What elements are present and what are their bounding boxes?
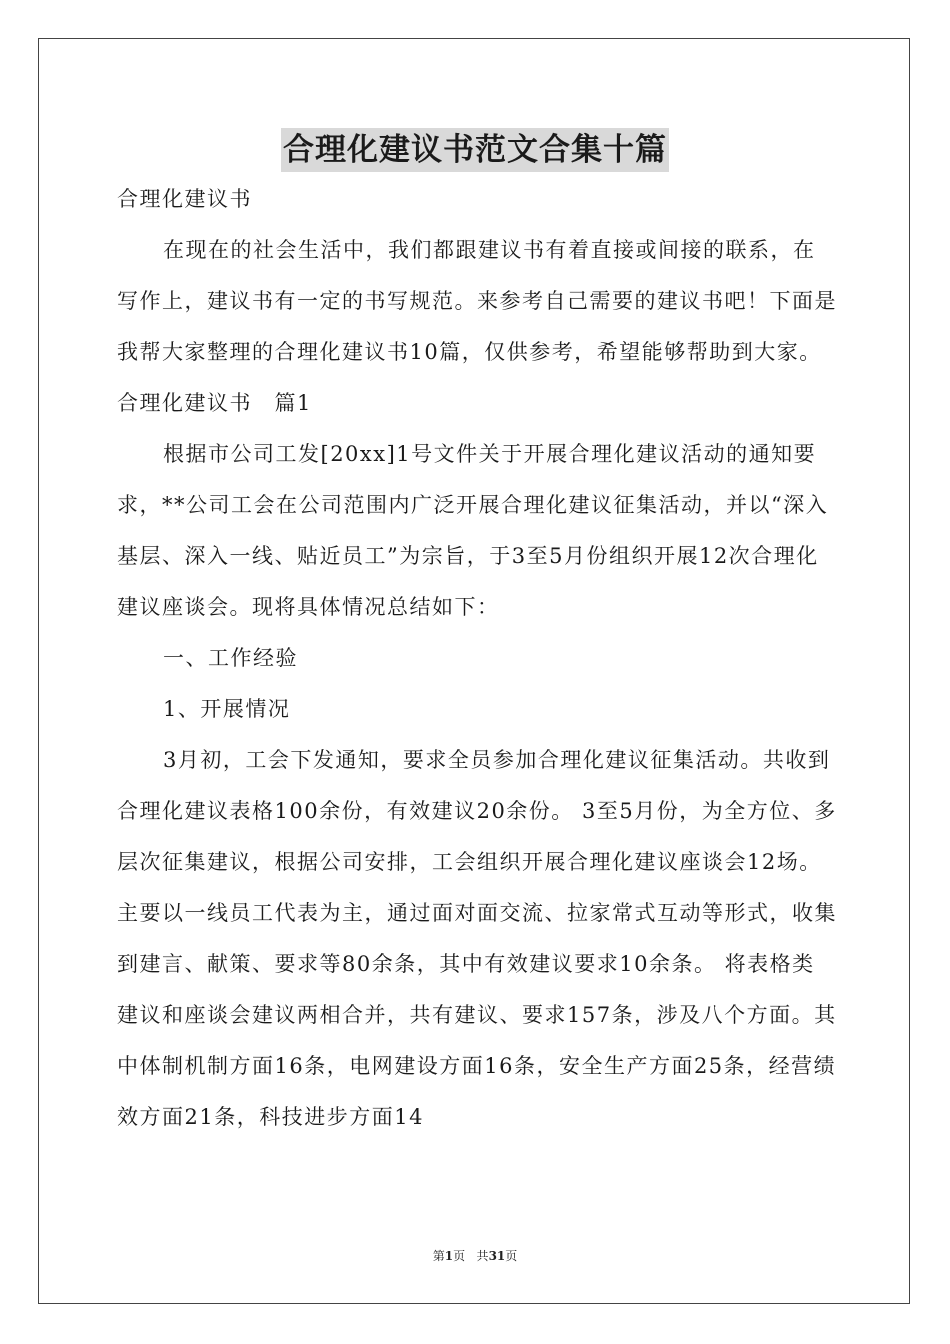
page-footer [0, 1247, 950, 1264]
title-container [0, 128, 950, 172]
body-paragraph: 根据市公司工发[20xx]1号文件关于开展合理化建议活动的通知要求，**公司工会在公司范围内广泛开展合理化建议征集活动，并以“深入基层、深入一线、贴近员工”为宗旨，于3至5月份组织开展12次合理化建议座谈会。现将具体情况总结如下： [117, 442, 829, 619]
total-prefix: 共 [476, 1249, 489, 1263]
body-paragraph: 3月初，工会下发通知，要求全员参加合理化建议征集活动。共收到合理化建议表格100余份，有效建议20余份。 3至5月份，为全方位、多层次征集建议，根据公司安排，工会组织开展合理化建议座谈会12场。主要以一线员工代表为主，通过面对面交流、拉家常式互动等形式，收集到建言、献策、要求等80余条，其中有效建议要求10余条。 将表格类建议和座谈会建议两相合并，共有建议、要求157条，涉及八个方面。其中体制机制方面16条，电网建设方面16条，安全生产方面25条，经营绩效方面21条，科技进步方面14 [117, 748, 837, 1129]
page-prefix: 第 [432, 1249, 445, 1263]
total-suffix: 页 [505, 1249, 518, 1263]
subtitle: 合理化建议书 [117, 187, 252, 211]
intro-paragraph: 在现在的社会生活中，我们都跟建议书有着直接或间接的联系，在写作上，建议书有一定的书写规范。来参考自己需要的建议书吧！下面是我帮大家整理的合理化建议书10篇，仅供参考，希望能够帮助到大家。 [117, 238, 837, 364]
document-title: 合理化建议书范文合集十篇 [281, 128, 669, 172]
section-heading: 合理化建议书 篇1 [117, 391, 312, 415]
total-pages: 31 [488, 1249, 506, 1263]
subsection-heading: 1、开展情况 [163, 697, 291, 721]
page-number: 1 [444, 1249, 454, 1263]
section-item-heading: 一、工作经验 [163, 646, 298, 670]
page-suffix: 页 [453, 1249, 466, 1263]
document-body [117, 174, 837, 1143]
